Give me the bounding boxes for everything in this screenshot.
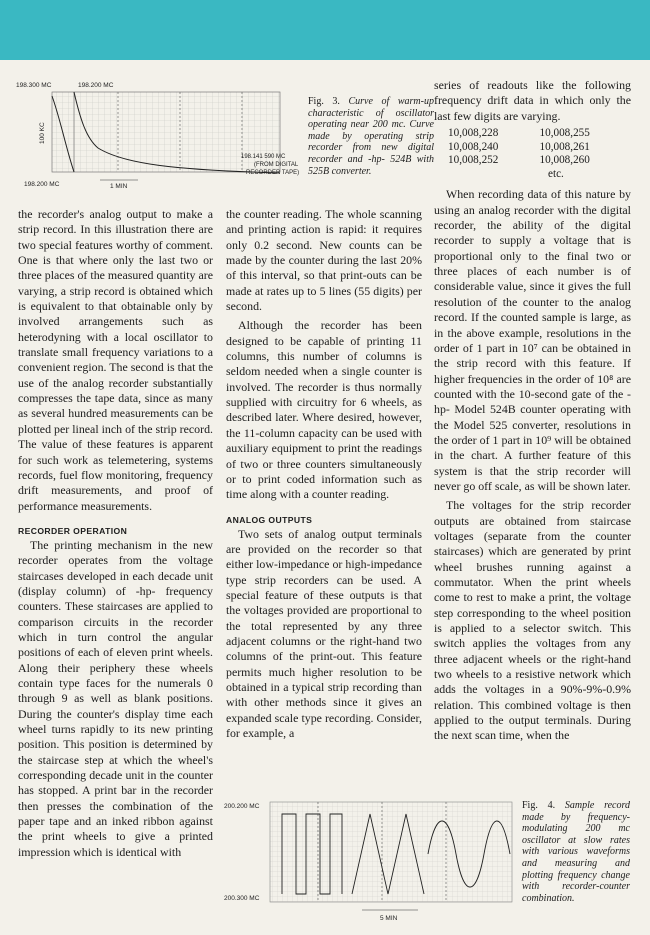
- fig4-time-label: 5 MIN: [380, 915, 398, 922]
- fig4-caption: [522, 800, 630, 904]
- column-2: [226, 207, 422, 741]
- fig4-caption-text: Sample record made by frequency-modulating 200 mc oscillator at slow rates with various waveforms and measuring and plotting frequency change with recorder-counter combination.: [522, 800, 630, 904]
- fig3-caption-text: Curve of warm-up characteristic of oscillator operating near 200 mc. Curve made by operating strip recorder from new digital recorder and -hp- 524B with 525B converter.: [308, 96, 434, 177]
- col2-paragraph-1: the counter reading. The whole scanning and printing action is rapid: it requires only 0.2 second. New counts can be made by the counter during the last 20% of this interval, so that print-outs can be made at rates up to 5 lines (55 digits) per second.: [226, 207, 422, 314]
- heading-analog-outputs: ANALOG OUTPUTS: [226, 514, 313, 525]
- col3-intro: series of readouts like the following frequency drift data in which only the last few digits are varying.: [434, 78, 631, 123]
- col3-paragraph-1: When recording data of this nature by using an analog recorder with the digital recorder, the ability of the digital recorder to supply a voltage that is proportional only to the final two or three places of each number is of considerable value, since it gives the full resolution of the counter to the analog record. If the counted sample is large, as in the above example, resolutions in the order of 1 part in 10⁷ can be obtained in the strip record with this feature. If higher frequencies in the order of 10⁸ are counted with the 10-second gate of the -hp- Model 524B counter operating with the Model 525 converter, resolutions in the order of 1 part in 10⁹ will be obtained in the chart. A further feature of this system is that the strip recorder will never go off scale, as will be shown later.: [434, 187, 631, 493]
- fig3-chart: [14, 78, 304, 200]
- col1-paragraph: the recorder's analog output to make a strip record. In this illustration there are two special features worthy of comment. One is that where only the last two or three places of the measured quantity are varying, a strip record is obtained which is equivalent to that obtainable only by involved arrangements such as heterodyning with a local oscillator to translate small frequency variations to a convenient region. The second is that the use of the analog recorder substantially compresses the tape data, since as many as several hundred measurements can be plotted per lineal inch of the strip record. The value of these features is apparent for such work as telemetering, systems records, fuel flow monitoring, frequency drift measurements, and proof of performance measurements.: [18, 207, 213, 513]
- fig3-y-label: 100 KC: [39, 122, 46, 144]
- column-1: [18, 207, 213, 860]
- col1b-paragraph: The printing mechanism in the new recorder operates from the voltage staircases developed in each decade unit (display column) of -hp- frequency counters. These staircases are applied to comparison circuits in the recorder which in turn control the angular positions of each of eleven print wheels. Along their periphery these wheels contain type faces for the numerals 0 through 9 as well as blank positions. During the counter's display time each wheel turns rapidly to its new printing position. This position is determined by the staircase step at which the wheel's corresponding decade unit in the counter has stopped. A print bar in the recorder then presses the combination of the paper tape and an inked ribbon against the print wheels to give a printed impression which is identical with: [18, 537, 213, 859]
- heading-recorder-operation: RECORDER OPERATION: [18, 525, 128, 536]
- fig3-right-label-2: (FROM DIGITAL: [254, 162, 299, 168]
- readout-row: 10,008,228 10,008,255: [448, 127, 590, 140]
- readout-etc: etc.: [548, 167, 564, 180]
- col3-paragraph-2: The voltages for the strip recorder outputs are obtained from staircase voltages (separate from the counter staircases) which are generated by print wheel brushes running against a commutator. When the print wheels come to rest to make a print, the voltage step corresponding to the wheel position is applied to a selector switch. This switch applies the voltages from any three adjacent wheels or the right-hand two wheels to a resistive network which adds the voltages in a 90%-9%-0.9% relation. This combined voltage is then applied to the output terminals. During the next scan time, when the: [434, 498, 631, 743]
- header-color-band: [0, 0, 650, 60]
- fig3-label-top-mid: 198.200 MC: [78, 82, 114, 89]
- readout-table: [448, 127, 631, 181]
- fig3-time-label: 1 MIN: [110, 183, 128, 190]
- fig4-label-bottom: 200.300 MC: [224, 895, 260, 902]
- fig4-chart: [222, 796, 516, 924]
- fig3-right-label-3: RECORDER TAPE): [246, 170, 300, 176]
- fig3-label-top-left: 198.300 MC: [16, 82, 52, 89]
- col2-paragraph-2: Although the recorder has been designed to be capable of printing 11 columns, this number of columns is seldom needed when a single counter is involved. The recorder is thus normally supplied with circuitry for 6 wheels, as described later. Where desired, however, the 11-column capacity can be used with auxiliary equipment to print the readings of two or three counters simultaneously or to print coded information such as time along with a counter reading.: [226, 318, 422, 502]
- fig3-caption-label: Fig. 3.: [308, 96, 340, 107]
- readout-row: 10,008,240 10,008,261: [448, 140, 590, 153]
- fig4-label-top: 200.200 MC: [224, 803, 260, 810]
- fig3-label-bottom-left: 198.200 MC: [24, 181, 60, 188]
- fig3-caption: [308, 96, 434, 177]
- fig3-right-label-1: 198.141 590 MC: [241, 154, 286, 160]
- column-3: [434, 78, 631, 744]
- readout-row: 10,008,252 10,008,260: [448, 154, 590, 167]
- col2b-paragraph: Two sets of analog output terminals are provided on the recorder so that either low-impedance or high-impedance type strip recorders can be used. A special feature of these outputs is that the voltages provided are proportional to the total represented by any three adjacent columns or the right-hand two columns of the print-out. This feature permits much higher resolution to be obtained in a typical strip recording than with other methods since it gives an expanded scale type recording. Consider, for example, a: [226, 526, 422, 740]
- fig4-caption-label: Fig. 4.: [522, 800, 556, 811]
